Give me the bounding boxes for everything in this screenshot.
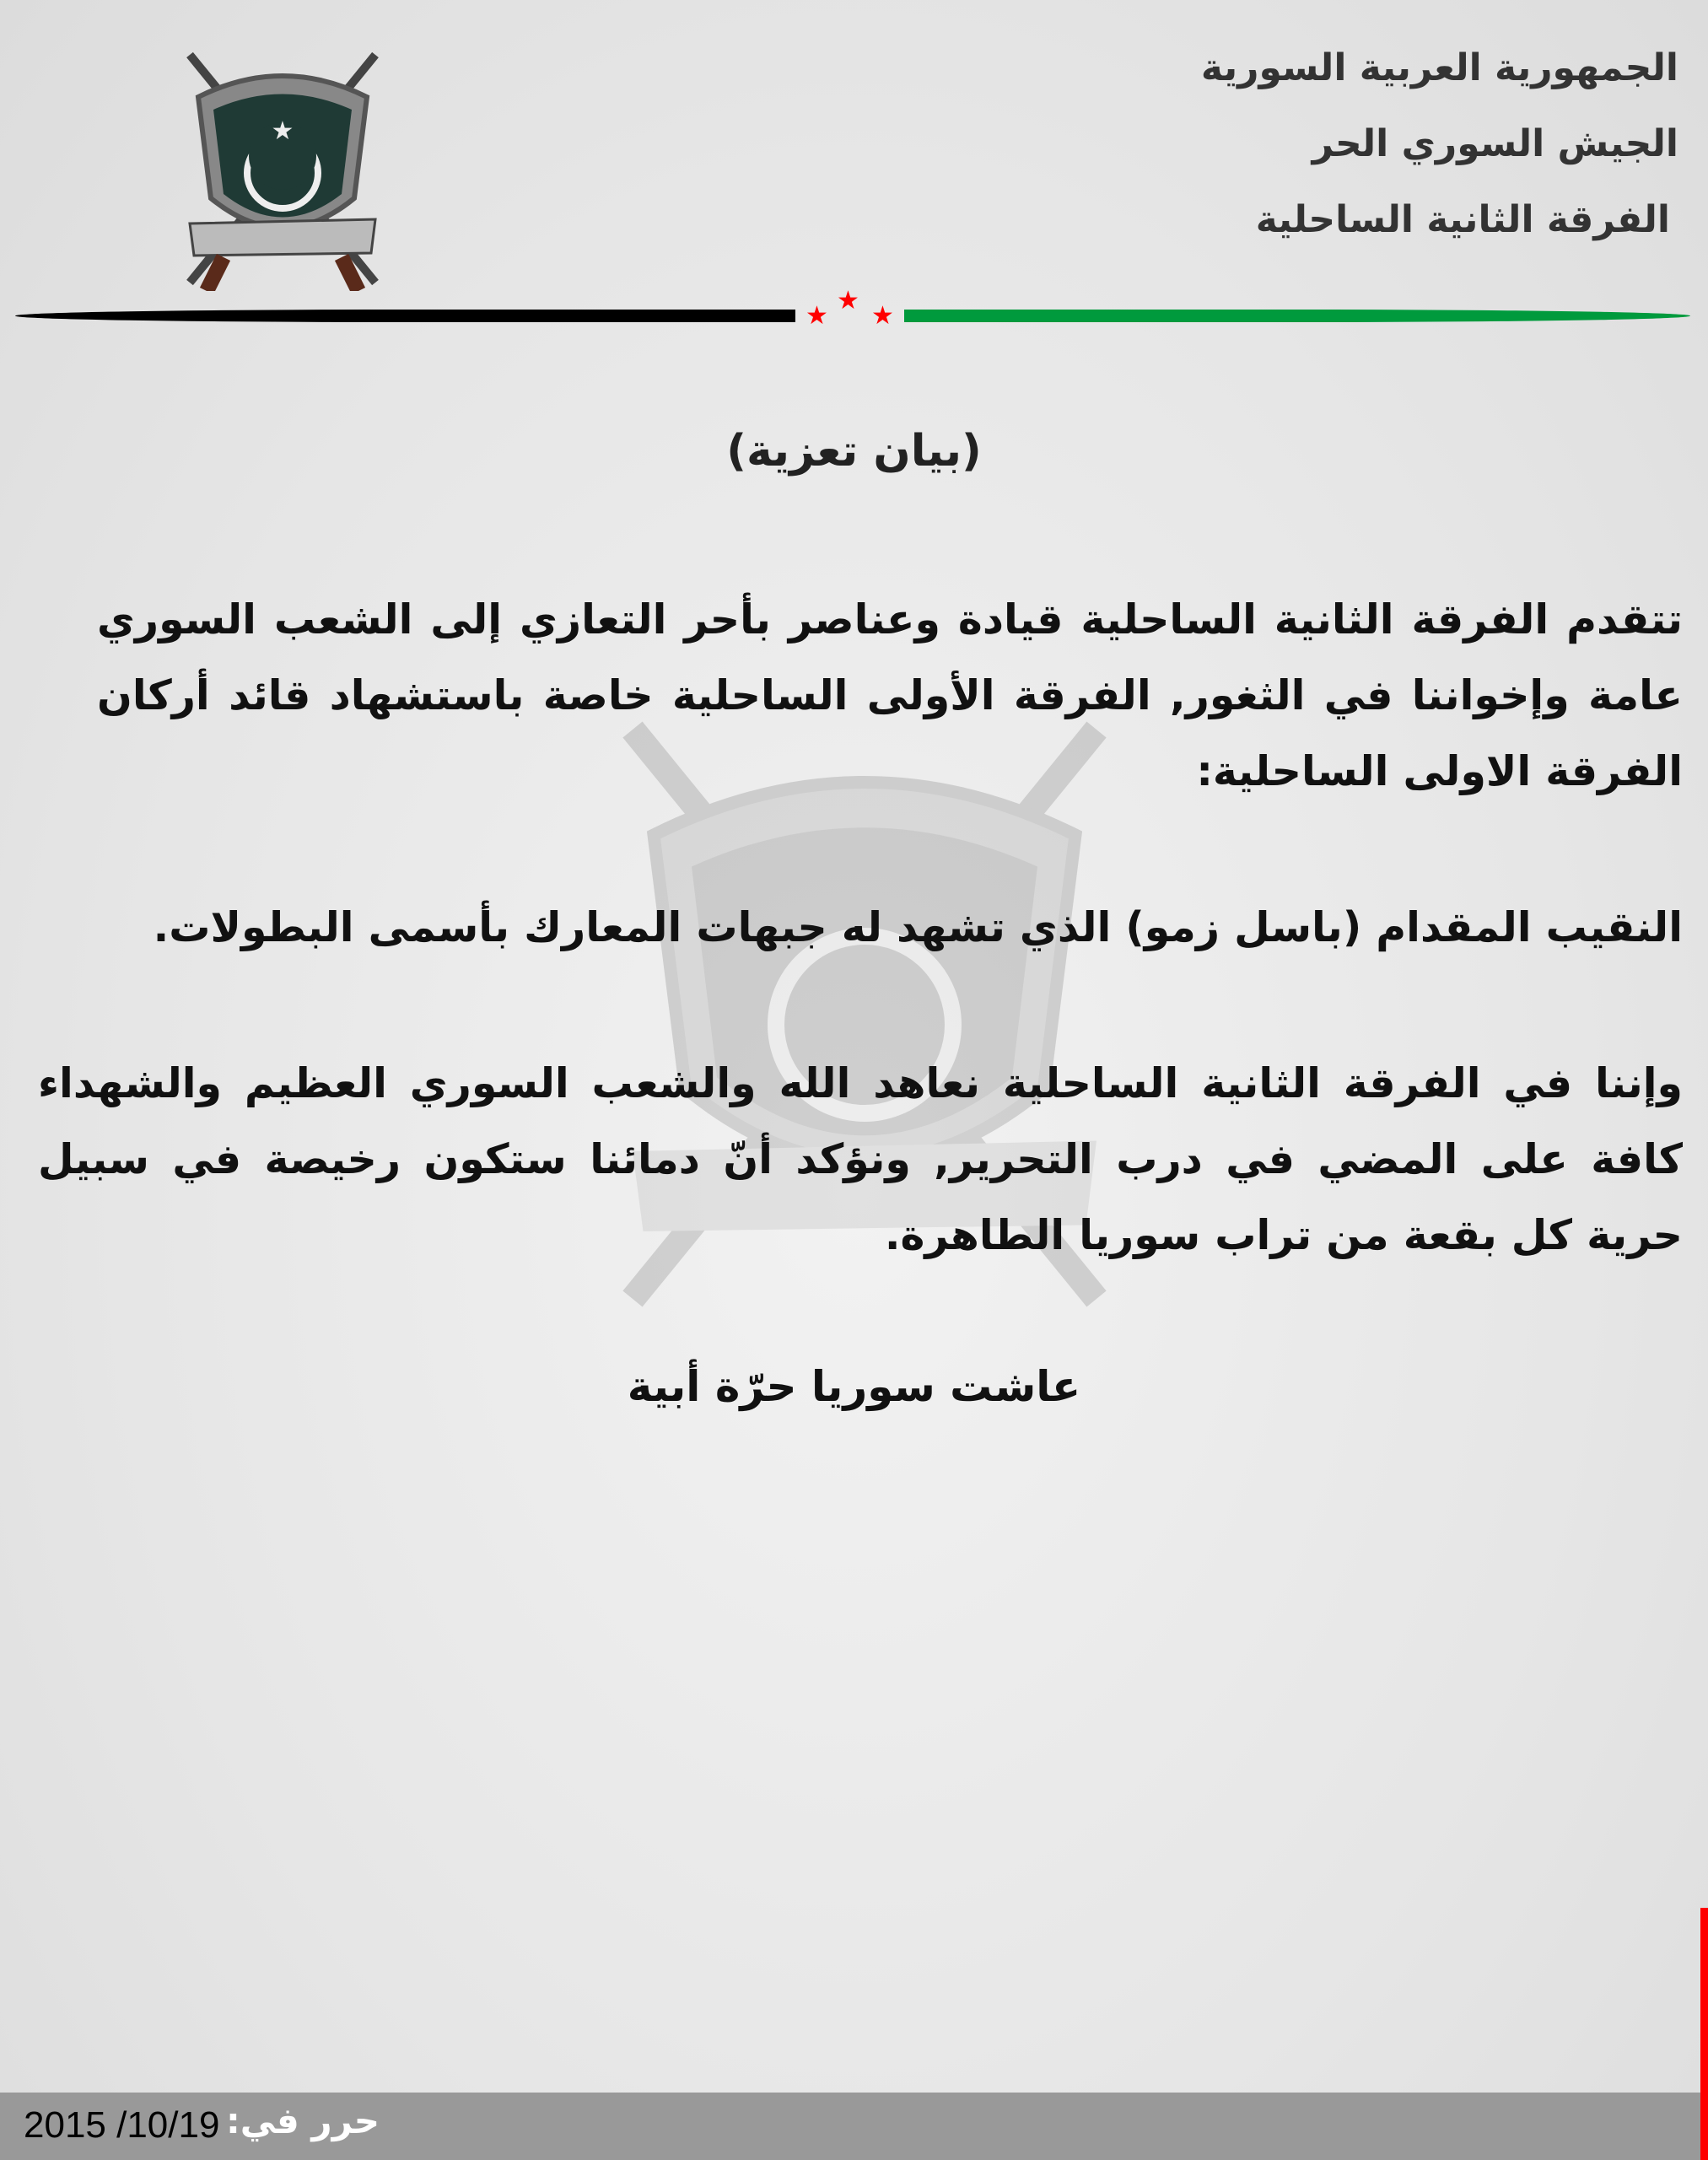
header-country: الجمهورية العربية السورية (1200, 46, 1678, 89)
svg-text:★: ★ (271, 116, 294, 146)
flag-line-green (904, 310, 1690, 322)
paragraph-martyr: النقيب المقدام (باسل زمو) الذي تشهد له جبهات المعارك بأسمى البطولات. (153, 903, 1683, 951)
closing-slogan: عاشت سوريا حرّة أبية (627, 1362, 1081, 1411)
division-logo (173, 38, 392, 291)
star-icon: ★ (871, 301, 894, 331)
statement-title: (بيان تعزية) (726, 426, 982, 477)
header-division: الفرقة الثانية الساحلية (1255, 198, 1670, 241)
footer-date: 2015 /10/19 (24, 2104, 220, 2146)
flag-line-black (15, 310, 795, 322)
star-icon: ★ (806, 301, 828, 331)
red-accent-bar (1700, 1908, 1708, 2160)
paragraph-pledge: وإننا في الفرقة الثانية الساحلية نعاهد الله والشعب السوري العظيم والشهداء كافة على المضي في درب التحرير, ونؤكد أنّ دمائنا ستكون رخيصة في سبيل حرية كل بقعة من تراب سوريا الطاهرة. (38, 1059, 1683, 1259)
footer-signed-label: حرر في: (226, 2100, 380, 2141)
header-army: الجيش السوري الحر (1312, 122, 1678, 165)
star-icon: ★ (837, 286, 859, 315)
paragraph-condolence: تتقدم الفرقة الثانية الساحلية قيادة وعناصر بأحر التعازي إلى الشعب السوري عامة وإخواننا في الثغور, الفرقة الأولى الساحلية خاصة باستشهاد قائد أركان الفرقة الاولى الساحلية: (97, 595, 1683, 795)
